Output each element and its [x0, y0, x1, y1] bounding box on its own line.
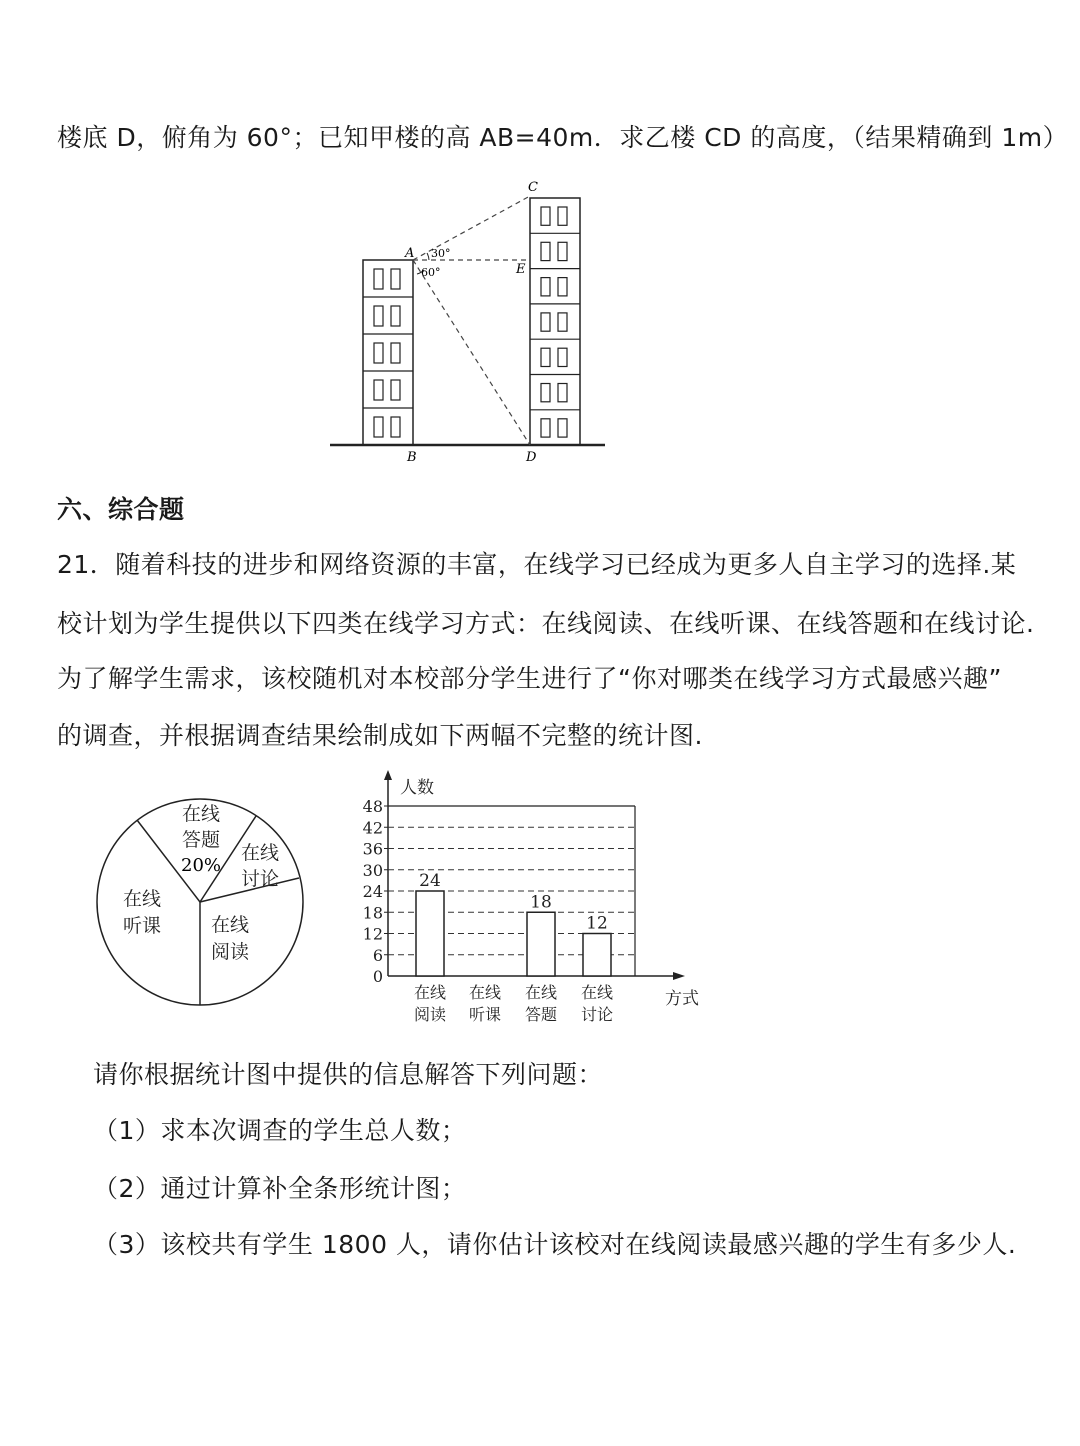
window [374, 417, 383, 437]
question-21-line-1: 21．随着科技的进步和网络资源的丰富，在线学习已经成为更多人自主学习的选择.某 [57, 550, 1017, 579]
pie-label-answer-1: 在线 [182, 803, 221, 825]
building-figure [325, 178, 610, 468]
window [391, 306, 400, 326]
y-tick-label: 48 [362, 797, 383, 816]
window [374, 269, 383, 289]
window [391, 380, 400, 400]
window [374, 380, 383, 400]
bar [527, 912, 555, 976]
pie-label-read-2: 阅读 [211, 941, 250, 963]
pie-label-discuss-1: 在线 [241, 842, 280, 864]
y-tick-label: 12 [362, 924, 383, 944]
question-21-line-4: 的调查，并根据调查结果绘制成如下两幅不完整的统计图. [57, 721, 703, 750]
pie-label-answer-pct: 20% [181, 855, 222, 876]
x-tick-label: 阅读 [413, 1005, 447, 1024]
pie-label-read-1: 在线 [211, 914, 250, 936]
question-21-line-2: 校计划为学生提供以下四类在线学习方式：在线阅读、在线听课、在线答题和在线讨论. [57, 609, 1035, 638]
angle-30-label: 30° [431, 247, 451, 260]
x-tick-label: 讨论 [580, 1005, 614, 1024]
prompt-text: 请你根据统计图中提供的信息解答下列问题： [93, 1060, 604, 1089]
x-tick-label: 在线 [413, 983, 447, 1002]
window [558, 242, 567, 260]
window [558, 384, 567, 402]
y-axis-title: 人数 [400, 778, 434, 798]
window [541, 242, 550, 260]
bar [416, 891, 444, 976]
window [374, 306, 383, 326]
y-tick-label: 36 [362, 839, 383, 859]
y-tick-label: 30 [362, 860, 383, 880]
pie-label-listen-2: 听课 [123, 915, 162, 937]
window [558, 278, 567, 296]
bar-chart [355, 768, 715, 1033]
x-tick-label: 答题 [524, 1005, 558, 1024]
x-tick-label: 在线 [468, 983, 502, 1002]
window [541, 278, 550, 296]
window [541, 348, 550, 366]
window [558, 348, 567, 366]
window [374, 343, 383, 363]
label-b: B [407, 450, 417, 465]
pie-label-listen-1: 在线 [123, 888, 162, 910]
bar-value-label: 18 [530, 892, 552, 913]
y-tick-label: 42 [362, 818, 383, 838]
question-2: （2）通过计算补全条形统计图； [93, 1174, 467, 1203]
question-21-line-3: 为了解学生需求，该校随机对本校部分学生进行了“你对哪类在线学习方式最感兴趣” [57, 664, 1002, 693]
window [391, 417, 400, 437]
window [558, 313, 567, 331]
window [558, 419, 567, 437]
pie-chart [90, 795, 310, 1015]
window [541, 419, 550, 437]
label-e: E [516, 262, 526, 277]
bar [583, 934, 611, 977]
pie-label-answer-2: 答题 [182, 829, 221, 851]
x-axis-title: 方式 [665, 989, 699, 1009]
label-d: D [526, 450, 537, 465]
bar-value-label: 24 [419, 871, 441, 891]
window [541, 313, 550, 331]
y-tick-label: 24 [362, 882, 383, 901]
question-3: （3）该校共有学生 1800 人，请你估计该校对在线阅读最感兴趣的学生有多少人. [93, 1230, 1017, 1259]
question-1: （1）求本次调查的学生总人数； [93, 1116, 467, 1145]
window [541, 207, 550, 225]
y-tick-label: 18 [362, 903, 383, 923]
bar-value-label: 12 [586, 913, 608, 934]
window [391, 343, 400, 363]
window [391, 269, 400, 289]
x-tick-label: 听课 [468, 1005, 502, 1024]
section-heading: 六、综合题 [57, 495, 185, 524]
label-c: C [528, 180, 538, 195]
y-tick-label: 6 [372, 945, 383, 965]
y-tick-label: 0 [372, 967, 383, 986]
pie-label-discuss-2: 讨论 [241, 868, 280, 890]
x-tick-label: 在线 [524, 983, 558, 1002]
x-tick-label: 在线 [580, 983, 614, 1002]
problem-text-line: 楼底 D，俯角为 60°；已知甲楼的高 AB=40m．求乙楼 CD 的高度，（结果精确到 1m） [57, 123, 1069, 152]
window [558, 207, 567, 225]
angle-60-label: 60° [421, 266, 441, 279]
window [541, 384, 550, 402]
label-a: A [405, 246, 415, 261]
